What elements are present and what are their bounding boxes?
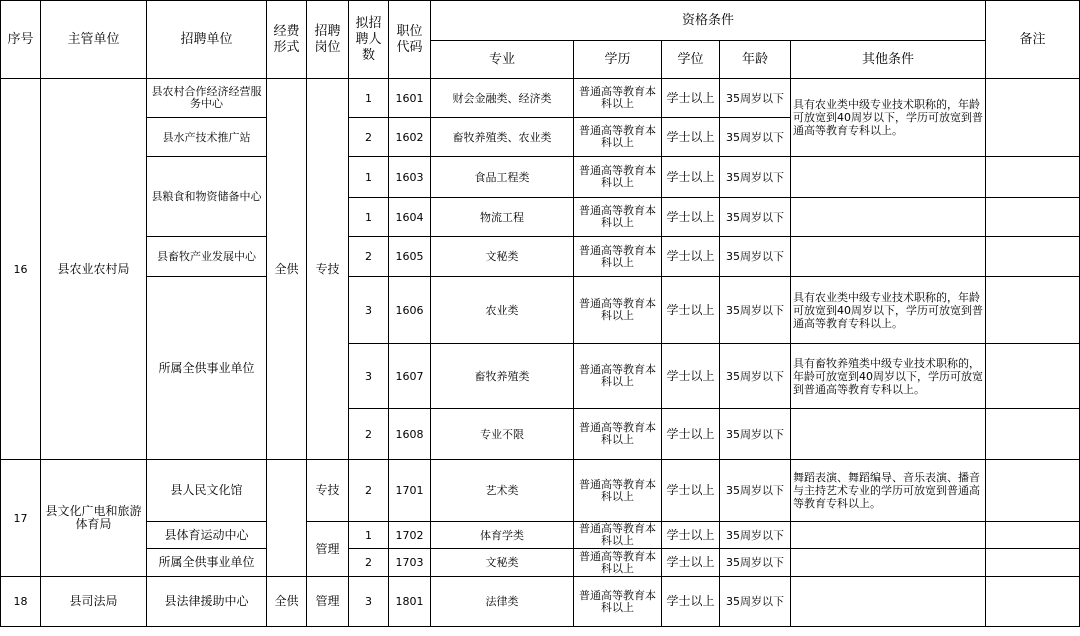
degree-1602: 学士以上 (662, 118, 720, 157)
other-1701: 舞蹈表演、舞蹈编导、音乐表演、播音与主持艺术专业的学历可放宽到普通高等教育专科以上。 (791, 460, 986, 522)
post-16: 专技 (307, 79, 349, 460)
degree-1607: 学士以上 (662, 344, 720, 409)
code-1605: 1605 (389, 237, 431, 277)
other-1608 (791, 409, 986, 460)
post-1701: 专技 (307, 460, 349, 522)
header-bz: 备注 (986, 1, 1080, 79)
row-no-16: 16 (1, 79, 41, 460)
code-1608: 1608 (389, 409, 431, 460)
other-1603 (791, 157, 986, 198)
unit-1: 县农村合作经济经营服务中心 (147, 79, 267, 118)
edu-1605: 普通高等教育本科以上 (574, 237, 662, 277)
remark-1605 (986, 237, 1080, 277)
major-1605: 文秘类 (431, 237, 574, 277)
age-1601: 35周岁以下 (720, 79, 791, 118)
code-1606: 1606 (389, 277, 431, 344)
count-1601: 1 (349, 79, 389, 118)
count-1702: 1 (349, 522, 389, 549)
degree-1703: 学士以上 (662, 549, 720, 577)
major-1607: 畜牧养殖类 (431, 344, 574, 409)
post-1702: 管理 (307, 522, 349, 577)
code-1602: 1602 (389, 118, 431, 157)
major-1606: 农业类 (431, 277, 574, 344)
other-1801 (791, 577, 986, 627)
remark-1608 (986, 409, 1080, 460)
code-1601: 1601 (389, 79, 431, 118)
other-1702 (791, 522, 986, 549)
major-1608: 专业不限 (431, 409, 574, 460)
dept-16: 县农业农村局 (41, 79, 147, 460)
code-1604: 1604 (389, 198, 431, 237)
header-nzprs: 拟招聘人数 (349, 1, 389, 79)
age-1702: 35周岁以下 (720, 522, 791, 549)
count-1701: 2 (349, 460, 389, 522)
unit-2: 县水产技术推广站 (147, 118, 267, 157)
row-no-18: 18 (1, 577, 41, 627)
dept-17: 县文化广电和旅游体育局 (41, 460, 147, 577)
code-1702: 1702 (389, 522, 431, 549)
major-1703: 文秘类 (431, 549, 574, 577)
age-1701: 35周岁以下 (720, 460, 791, 522)
age-1703: 35周岁以下 (720, 549, 791, 577)
header-qttj: 其他条件 (791, 41, 986, 79)
age-1608: 35周岁以下 (720, 409, 791, 460)
other-1605 (791, 237, 986, 277)
edu-1703: 普通高等教育本科以上 (574, 549, 662, 577)
unit-3: 县粮食和物资储备中心 (147, 157, 267, 237)
degree-1604: 学士以上 (662, 198, 720, 237)
count-1608: 2 (349, 409, 389, 460)
fund-16: 全供 (267, 79, 307, 460)
code-1603: 1603 (389, 157, 431, 198)
unit-7: 县体育运动中心 (147, 522, 267, 549)
age-1602: 35周岁以下 (720, 118, 791, 157)
major-1602: 畜牧养殖类、农业类 (431, 118, 574, 157)
header-zgtj: 资格条件 (431, 1, 986, 41)
other-1607: 具有畜牧养殖类中级专业技术职称的，年龄可放宽到40周岁以下，学历可放宽到普通高等教育专科以上。 (791, 344, 986, 409)
remark-1607 (986, 344, 1080, 409)
header-xw: 学位 (662, 41, 720, 79)
header-xl: 学历 (574, 41, 662, 79)
major-1601: 财会金融类、经济类 (431, 79, 574, 118)
code-1607: 1607 (389, 344, 431, 409)
header-jfxs: 经费形式 (267, 1, 307, 79)
edu-1606: 普通高等教育本科以上 (574, 277, 662, 344)
degree-1702: 学士以上 (662, 522, 720, 549)
dept-18: 县司法局 (41, 577, 147, 627)
count-1607: 3 (349, 344, 389, 409)
edu-1702: 普通高等教育本科以上 (574, 522, 662, 549)
degree-1608: 学士以上 (662, 409, 720, 460)
remark-1701 (986, 460, 1080, 522)
remark-1801 (986, 577, 1080, 627)
header-zgdw: 主管单位 (41, 1, 147, 79)
edu-1604: 普通高等教育本科以上 (574, 198, 662, 237)
fund-17 (267, 460, 307, 577)
count-1602: 2 (349, 118, 389, 157)
count-1606: 3 (349, 277, 389, 344)
edu-1701: 普通高等教育本科以上 (574, 460, 662, 522)
header-zwdm: 职位代码 (389, 1, 431, 79)
remark-1702 (986, 522, 1080, 549)
count-1703: 2 (349, 549, 389, 577)
degree-1801: 学士以上 (662, 577, 720, 627)
age-1605: 35周岁以下 (720, 237, 791, 277)
edu-1801: 普通高等教育本科以上 (574, 577, 662, 627)
age-1603: 35周岁以下 (720, 157, 791, 198)
other-1703 (791, 549, 986, 577)
age-1604: 35周岁以下 (720, 198, 791, 237)
header-zpdw: 招聘单位 (147, 1, 267, 79)
remark-1606 (986, 277, 1080, 344)
edu-1603: 普通高等教育本科以上 (574, 157, 662, 198)
degree-1601: 学士以上 (662, 79, 720, 118)
edu-1607: 普通高等教育本科以上 (574, 344, 662, 409)
remark-1601 (986, 79, 1080, 157)
other-1601: 具有农业类中级专业技术职称的，年龄可放宽到40周岁以下，学历可放宽到普通高等教育专科以上。 (791, 79, 986, 157)
major-1603: 食品工程类 (431, 157, 574, 198)
count-1605: 2 (349, 237, 389, 277)
unit-9: 县法律援助中心 (147, 577, 267, 627)
row-no-17: 17 (1, 460, 41, 577)
code-1801: 1801 (389, 577, 431, 627)
count-1801: 3 (349, 577, 389, 627)
code-1703: 1703 (389, 549, 431, 577)
post-18: 管理 (307, 577, 349, 627)
header-zpgw: 招聘岗位 (307, 1, 349, 79)
code-1701: 1701 (389, 460, 431, 522)
degree-1701: 学士以上 (662, 460, 720, 522)
age-1801: 35周岁以下 (720, 577, 791, 627)
remark-1604 (986, 198, 1080, 237)
header-xh: 序号 (1, 1, 41, 79)
degree-1603: 学士以上 (662, 157, 720, 198)
remark-1603 (986, 157, 1080, 198)
header-zy: 专业 (431, 41, 574, 79)
edu-1601: 普通高等教育本科以上 (574, 79, 662, 118)
header-nl: 年龄 (720, 41, 791, 79)
major-1702: 体育学类 (431, 522, 574, 549)
major-1604: 物流工程 (431, 198, 574, 237)
remark-1703 (986, 549, 1080, 577)
age-1607: 35周岁以下 (720, 344, 791, 409)
unit-8: 所属全供事业单位 (147, 549, 267, 577)
unit-6: 县人民文化馆 (147, 460, 267, 522)
degree-1606: 学士以上 (662, 277, 720, 344)
unit-4: 县畜牧产业发展中心 (147, 237, 267, 277)
edu-1602: 普通高等教育本科以上 (574, 118, 662, 157)
other-1604 (791, 198, 986, 237)
fund-18: 全供 (267, 577, 307, 627)
count-1604: 1 (349, 198, 389, 237)
edu-1608: 普通高等教育本科以上 (574, 409, 662, 460)
other-1606: 具有农业类中级专业技术职称的，年龄可放宽到40周岁以下，学历可放宽到普通高等教育专科以上。 (791, 277, 986, 344)
age-1606: 35周岁以下 (720, 277, 791, 344)
unit-5: 所属全供事业单位 (147, 277, 267, 460)
major-1801: 法律类 (431, 577, 574, 627)
major-1701: 艺术类 (431, 460, 574, 522)
count-1603: 1 (349, 157, 389, 198)
degree-1605: 学士以上 (662, 237, 720, 277)
